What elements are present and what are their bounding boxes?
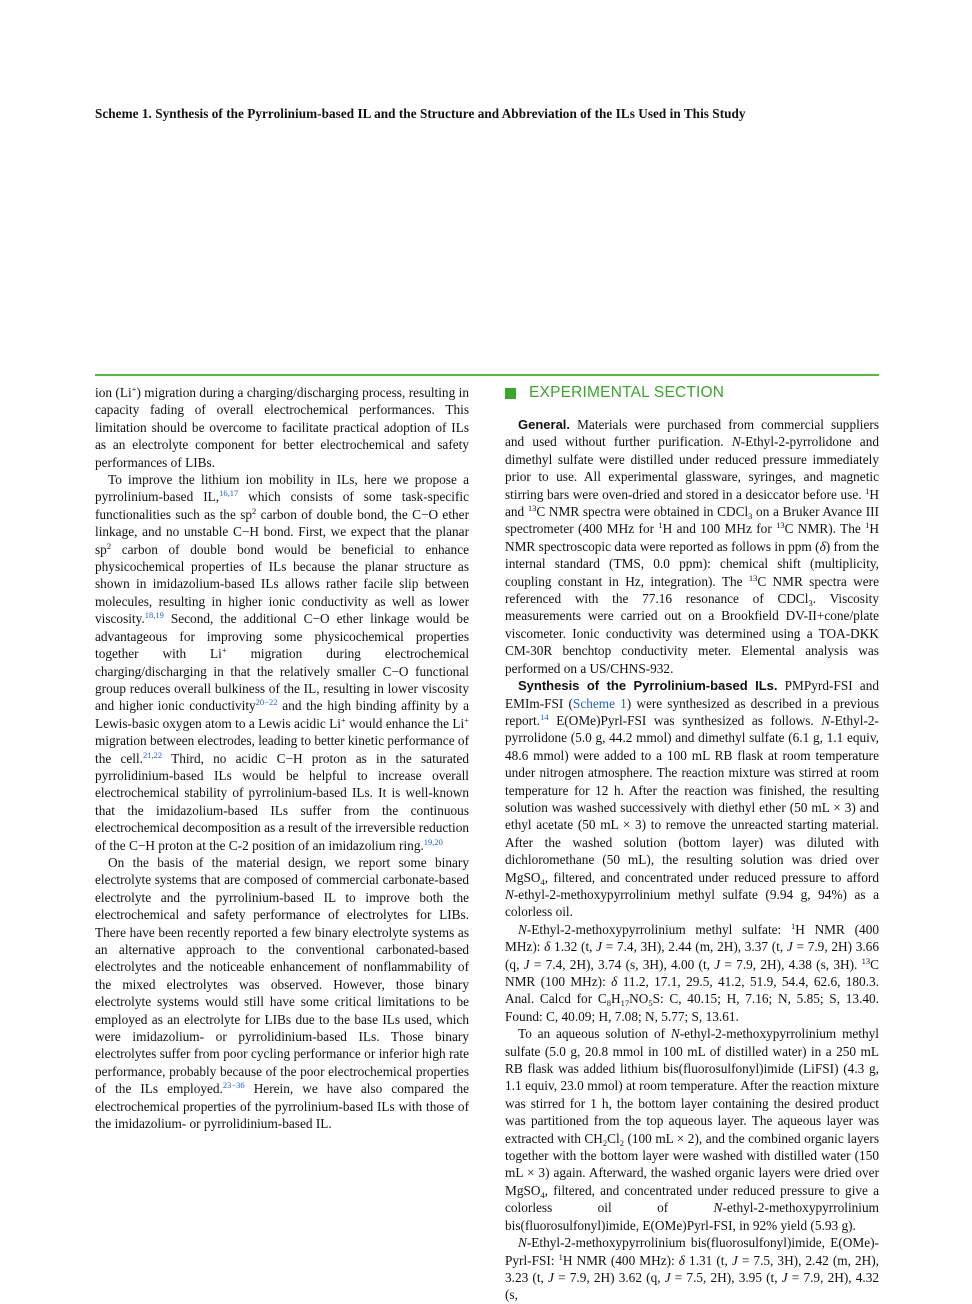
paragraph <box>95 384 469 471</box>
italic-text: J <box>786 939 793 955</box>
text-run: To improve the lithium ion mobility in ILs, here we propose a pyrrolinium-based IL, <box>95 472 469 505</box>
italic-text: J <box>548 1269 554 1285</box>
text-run: = 7.5, 2H), 3.95 (t, <box>670 1269 782 1285</box>
paragraph <box>95 854 469 1133</box>
text-run: To an aqueous solution of <box>518 1026 671 1042</box>
text-run: 11.2, 17.1, 29.5, 41.2, 51.9, 54.4, 62.6, 180.3. Anal. Calcd for C <box>505 974 880 1007</box>
section-heading <box>505 384 879 402</box>
text-run: PMPyrd-FSI and EMIm-FSI ( <box>505 678 879 711</box>
text-run: Cl <box>607 1130 620 1146</box>
text-run: -Ethyl-2-pyrrolidone and dimethyl sulfate were distilled under reduced pressure immediately prior to use. All experimental glassware, syringes, and magnetic stirring bars were oven-dried and stored in a desiccator before use. <box>505 434 879 502</box>
paragraph-synthesis <box>505 677 879 921</box>
italic-text: δ <box>611 974 618 989</box>
subscript: 4 <box>540 1189 545 1200</box>
text-run: H NMR (400 MHz): <box>562 1252 679 1268</box>
superscript: 1 <box>865 485 870 496</box>
scheme-link[interactable]: Scheme 1 <box>572 695 627 711</box>
text-run: On the basis of the material design, we report some binary electrolyte systems that are composed of commercial carbonate-based electrolyte and the pyrrolinium-based IL to improve both the electrochemical and safety performance of electrolytes for LIBs. There have been recently reported a few binary electrolyte systems as an alternative approach to the conventional carbonated-based electrolytes and the noticeable enhancement of nonflammability of the mixed electrolytes was observed. However, those binary electrolyte systems would still have some critical limitations to be employed as an electrolyte for LIBs due to the base ILs used, which were imidazolium- or pyrrolidinium-based ILs. Those binary electrolytes suffer from poor cycling performance or inferior high rate performance, probably because of the poor electrochemical properties of the ILs employed. <box>95 854 469 1097</box>
text-run: = 7.9, 2H) 3.62 (q, <box>553 1269 665 1285</box>
superscript: + <box>464 714 470 725</box>
text-run: which consists of some task-specific functionalities such as the sp <box>95 489 469 522</box>
superscript: 13 <box>861 955 871 966</box>
paragraph-nmr <box>505 921 879 1025</box>
superscript: 2 <box>252 505 257 516</box>
text-run: = 7.5, 3H), 2.42 (m, 2H), 3.23 (t, <box>505 1252 879 1285</box>
text-run: NO <box>629 991 649 1007</box>
text-run: ) migration during a charging/discharging process, resulting in capacity fading of overall electrochemical performances. This limitation should be overcome to facilitate practical adoption of ILs as an electrolyte component for better electrochemical and safety performances of LIBs. <box>95 385 469 470</box>
text-run: carbon of double bond would be beneficial to enhance physicochemical properties of ILs because the planar structure as shown in imidazolium-based ILs allows rather facile slip between molecules, resulting in higher ionic conductivity as well as lower viscosity. <box>95 541 469 627</box>
text-run: C NMR). The <box>784 521 866 537</box>
italic-text: N <box>731 434 741 450</box>
citation-link[interactable]: 14 <box>540 711 549 722</box>
text-run: -Ethyl-2-methoxypyrrolinium bis(fluorosulfonyl)imide, E(OMe)-Pyrl-FSI: <box>505 1235 879 1268</box>
subscript: 8 <box>606 998 611 1009</box>
italic-text: N <box>518 921 527 937</box>
text-run: -ethyl-2-methoxypyrrolinium methyl sulfate (9.94 g, 94%) as a colorless oil. <box>505 886 879 920</box>
text-run: H and 100 MHz for <box>662 521 777 537</box>
paragraph-nmr <box>505 1234 879 1304</box>
superscript: 1 <box>865 520 870 531</box>
text-run: -Ethyl-2-methoxypyrrolinium methyl sulfate: <box>526 921 791 937</box>
text-run: Second, the additional C−O ether linkage would be advantageous for improving some physicochemical properties together with Li <box>95 611 469 662</box>
text-run: , filtered, and concentrated under reduced pressure to give a colorless oil of <box>505 1182 879 1216</box>
text-run: ) were synthesized as described in a previous report. <box>505 695 879 728</box>
text-run: migration between electrodes, leading to better kinetic performance of the cell. <box>95 733 470 766</box>
superscript: 1 <box>790 920 796 931</box>
citation-link[interactable]: 20−22 <box>255 697 278 708</box>
text-run: = 7.9, 2H) 3.66 (q, <box>505 939 879 972</box>
citation-link[interactable]: 16,17 <box>219 488 239 499</box>
italic-text: J <box>731 1252 738 1268</box>
text-run: would enhance the Li <box>345 715 465 731</box>
superscript: + <box>221 645 227 656</box>
subscript: 3 <box>808 598 813 609</box>
superscript: + <box>341 714 346 725</box>
text-run: Materials were purchased from commercial suppliers and used without further purification. <box>505 417 879 450</box>
text-run: H <box>610 991 621 1007</box>
text-run: = 7.9, 2H), 4.38 (s, 3H). <box>720 956 862 972</box>
green-square-icon <box>505 388 516 399</box>
text-run: H and <box>505 486 879 520</box>
text-run: . Viscosity measurements were carried out on a Brookfield DV-II+cone/plate viscometer. Ionic conductivity was determined using a TOA-DKK CM-30R benchtop conductivity meter. Elemental analysis was performed on a US/CHNS-932. <box>505 591 880 676</box>
citation-link[interactable]: 21,22 <box>142 749 163 760</box>
text-run: , filtered, and concentrated under reduced pressure to afford <box>544 869 879 885</box>
paragraph-ion-exchange <box>505 1025 879 1234</box>
run-in-heading: Synthesis of the Pyrrolinium-based ILs. <box>518 678 778 694</box>
subscript: 2 <box>619 1137 624 1148</box>
section-divider <box>95 374 879 376</box>
italic-text: J <box>781 1269 788 1285</box>
paragraph <box>95 471 469 854</box>
subscript: 17 <box>620 998 630 1009</box>
text-run: H NMR spectroscopic data were reported as follows in ppm ( <box>505 521 880 554</box>
text-run: ) from the internal standard (TMS, 0.0 ppm): chemical shift (multiplicity, coupling constant in Hz, integration). The <box>505 538 879 589</box>
text-run: 1.31 (t, <box>684 1252 732 1268</box>
section-heading-text: EXPERIMENTAL SECTION <box>529 384 725 402</box>
text-run: E(OMe)Pyrl-FSI was synthesized as follows. <box>548 712 822 728</box>
superscript: + <box>131 384 137 394</box>
citation-link[interactable]: 19,20 <box>423 836 443 847</box>
superscript: 13 <box>776 520 785 531</box>
text-run: and the high binding affinity by a Lewis-basic oxygen atom to a Lewis acidic Li <box>95 698 469 731</box>
italic-text: J <box>523 956 530 972</box>
subscript: 3 <box>748 511 753 522</box>
text-run: C NMR spectra were obtained in CDCl <box>536 504 749 520</box>
italic-text: J <box>714 956 721 972</box>
text-run: H NMR (400 MHz): <box>505 921 879 955</box>
italic-text: N <box>821 712 831 728</box>
superscript: 1 <box>558 1251 563 1262</box>
paragraph-general <box>505 416 879 677</box>
scheme-figure-area <box>95 130 879 366</box>
italic-text: J <box>664 1269 671 1285</box>
text-run: carbon of double bond, the C−O ether linkage, and no unstable C−H bond. First, we expect that the planar sp <box>95 506 469 557</box>
text-run: S: C, 40.15; H, 7.16; N, 5.85; S, 13.40. Found: C, 40.09; H, 7.08; N, 5.77; S, 13.61. <box>505 991 879 1024</box>
superscript: 2 <box>106 540 112 551</box>
run-in-heading: General. <box>518 417 571 432</box>
subscript: 2 <box>602 1137 608 1148</box>
text-run: = 7.4, 2H), 3.74 (s, 3H), 4.00 (t, <box>529 956 715 972</box>
italic-text: δ <box>678 1252 685 1268</box>
text-run: Herein, we have also compared the electrochemical properties of the pyrrolinium-based ILs with those of the imidazolium- or pyrrolidinium-based IL. <box>95 1081 469 1132</box>
italic-text: J <box>596 939 603 955</box>
italic-text: N <box>518 1235 527 1251</box>
text-run: 1.32 (t, <box>550 939 597 955</box>
superscript: 13 <box>527 503 537 514</box>
text-run: -ethyl-2-methoxypyrrolinium bis(fluorosulfonyl)imide, E(OMe)Pyrl-FSI, in 92% yield (5.93 g). <box>505 1200 879 1233</box>
italic-text: N <box>713 1200 723 1216</box>
text-run: -ethyl-2-methoxypyrrolinium methyl sulfate (5.0 g, 20.8 mmol in 100 mL of distilled water) in a 250 mL RB flask was added lithium bis(fluorosulfonyl)imide (LiFSI) (4.3 g, 1.1 equiv, 23.0 mmol) at room temperature. After the reaction mixture was stirred for 1 h, the bottom layer containing the desired product was partitioned from the top aqueous layer. The aqueous layer was extracted with CH <box>505 1026 879 1146</box>
italic-text: δ <box>819 538 826 554</box>
text-run: (100 mL × 2), and the combined organic layers together with the bottom layer were washed with distilled water (150 mL × 3) again. Afterward, the washed organic layers were dried over MgSO <box>505 1130 880 1198</box>
text-run: ion (Li <box>95 385 132 400</box>
text-run: Third, no acidic C−H proton as in the saturated pyrrolidinium-based ILs would be helpful to increase overall electrochemical stability of pyrrolinium-based ILs. It is well-known that the imidazolium-based ILs suffer from the continuous electrochemical decomposition as a result of the irreversible reduction of the C−H proton at the C-2 position of an imidazolium ring. <box>95 750 469 853</box>
citation-link[interactable]: 18,19 <box>144 610 164 621</box>
italic-text: N <box>505 886 514 902</box>
text-run: C NMR spectra were referenced with the 77.16 resonance of CDCl <box>505 573 880 607</box>
text-run: C NMR (100 MHz): <box>505 956 880 989</box>
right-column <box>505 384 879 1304</box>
text-run: = 7.9, 2H), 4.32 (s, <box>505 1269 879 1303</box>
superscript: 1 <box>658 520 663 531</box>
text-run: -Ethyl-2-pyrrolidone (5.0 g, 44.2 mmol) and dimethyl sulfate (6.1 g, 1.1 equiv, 48.6 mmol) were added to a 100 mL RB flask at room temperature under nitrogen atmosphere. The reaction mixture was stirred at room temperature for 12 h. After the reaction was finished, the resulting solution was washed successively with diethyl ether (50 mL × 3) and ethyl acetate (50 mL × 3) to remove the unreacted starting material. After the washed solution (bottom layer) was diluted with dichloromethane (50 mL), the resulting solution was dried over MgSO <box>505 712 879 885</box>
left-column <box>95 384 469 1132</box>
text-run: = 7.4, 3H), 2.44 (m, 2H), 3.37 (t, <box>602 939 787 955</box>
italic-text: N <box>670 1026 680 1042</box>
scheme-caption: Scheme 1. Synthesis of the Pyrrolinium-based IL and the Structure and Abbreviation of the ILs Used in This Study <box>95 106 746 121</box>
superscript: 13 <box>748 572 758 583</box>
text-run: on a Bruker Avance III spectrometer (400 MHz for <box>505 504 879 537</box>
subscript: 5 <box>648 998 653 1009</box>
text-run: migration during electrochemical charging/discharging in that the relatively smaller C−O functional group reduces overall bulkiness of the IL, resulting in lower viscosity and higher ionic conductivity <box>95 646 470 714</box>
citation-link[interactable]: 23−36 <box>222 1080 245 1091</box>
italic-text: δ <box>544 939 551 955</box>
subscript: 4 <box>540 876 545 887</box>
